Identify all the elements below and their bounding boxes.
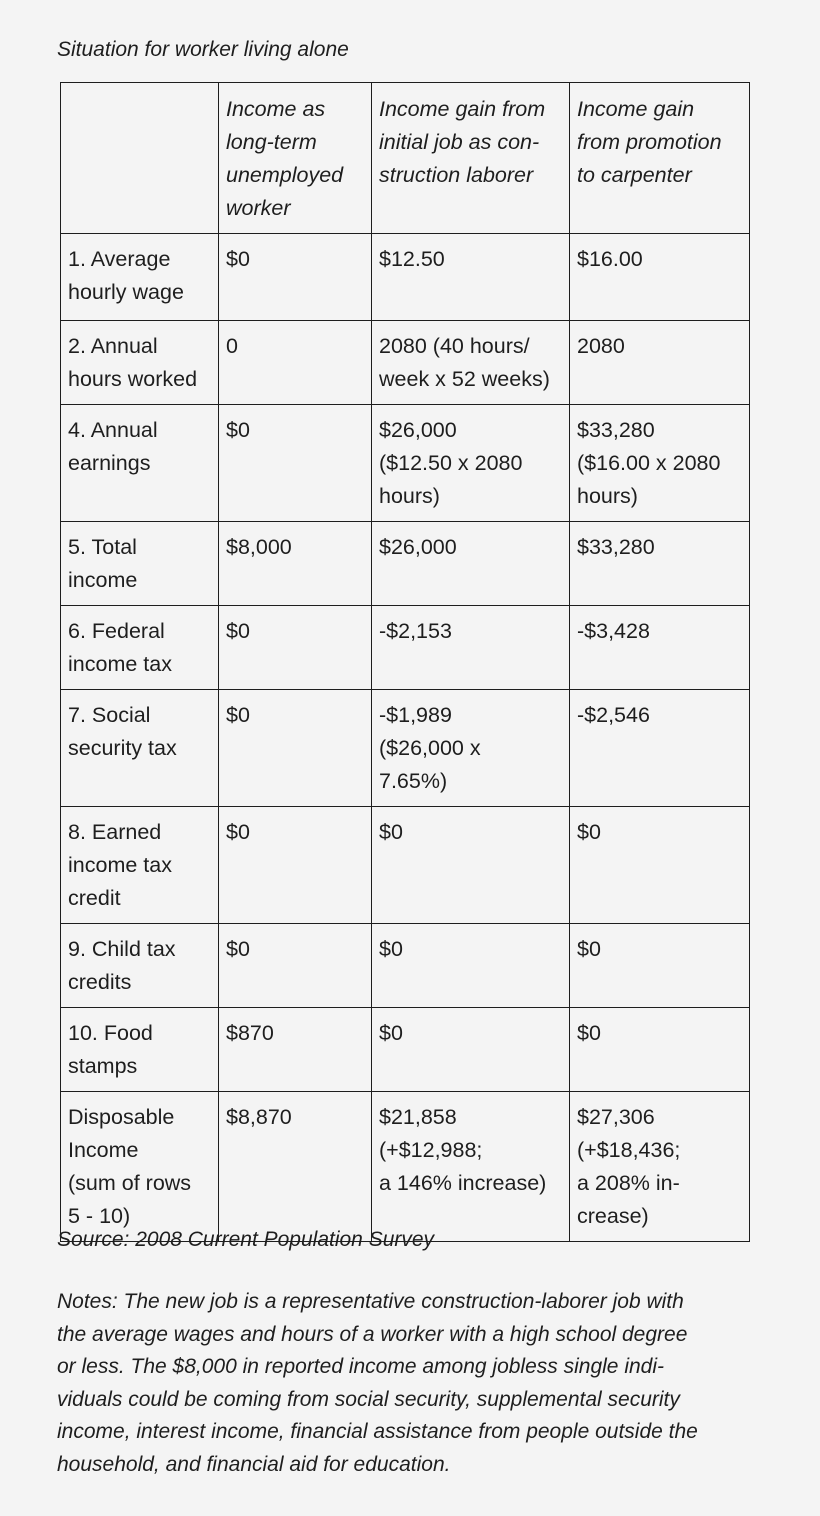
header-text: Income gain from initial job as con- struction laborer — [379, 97, 546, 187]
cell-text: -$2,546 — [577, 703, 650, 727]
source-note: Source: 2008 Current Population Survey — [57, 1228, 435, 1251]
table-cell — [219, 1092, 372, 1242]
table-cell — [570, 405, 750, 522]
cell-text: $0 — [379, 937, 403, 961]
table-cell — [219, 690, 372, 807]
cell-text: 2. Annual hours worked — [68, 334, 198, 391]
row-label-cell — [61, 807, 219, 924]
row-label-cell — [61, 321, 219, 405]
table-cell — [372, 924, 570, 1008]
table-cell — [372, 807, 570, 924]
row-label-cell — [61, 234, 219, 321]
table-cell — [372, 690, 570, 807]
cell-text: 8. Earned income tax credit — [68, 820, 172, 910]
table-cell — [570, 1092, 750, 1242]
cell-text: $0 — [226, 703, 250, 727]
cell-text: -$1,989 ($26,000 x 7.65%) — [379, 703, 481, 793]
table-cell — [570, 606, 750, 690]
cell-text: 2080 — [577, 334, 625, 358]
table-cell — [570, 234, 750, 321]
table-cell — [372, 321, 570, 405]
table-cell — [570, 321, 750, 405]
income-table — [60, 82, 750, 1242]
table-cell — [570, 924, 750, 1008]
cell-text: $0 — [379, 1021, 403, 1045]
table-row — [61, 1008, 750, 1092]
table-cell — [372, 1092, 570, 1242]
row-label-cell — [61, 405, 219, 522]
cell-text: $0 — [226, 937, 250, 961]
table-cell — [219, 321, 372, 405]
table-row — [61, 522, 750, 606]
row-label-cell — [61, 1092, 219, 1242]
cell-text: 7. Social security tax — [68, 703, 177, 760]
cell-text: 6. Federal income tax — [68, 619, 172, 676]
row-label-cell — [61, 522, 219, 606]
cell-text: $870 — [226, 1021, 274, 1045]
cell-text: 10. Food stamps — [68, 1021, 153, 1078]
header-cell-construction — [372, 83, 570, 234]
cell-text: $27,306 (+$18,436; a 208% in- crease) — [577, 1105, 681, 1228]
row-label-cell — [61, 690, 219, 807]
table-row — [61, 234, 750, 321]
cell-text: $26,000 — [379, 535, 457, 559]
table-header-row — [61, 83, 750, 234]
cell-text: $0 — [226, 418, 250, 442]
header-text: Income gain from promotion to carpenter — [577, 97, 722, 187]
table-cell — [372, 234, 570, 321]
table-cell — [372, 405, 570, 522]
cell-text: 4. Annual earnings — [68, 418, 158, 475]
cell-text: $21,858 (+$12,988; a 146% increase) — [379, 1105, 547, 1195]
table-cell — [570, 807, 750, 924]
table-row — [61, 807, 750, 924]
table-cell — [219, 606, 372, 690]
cell-text: $0 — [577, 937, 601, 961]
cell-text: Disposable Income (sum of rows 5 - 10) — [68, 1105, 192, 1228]
table-cell — [570, 1008, 750, 1092]
header-text: Income as long-term unemployed worker — [226, 97, 344, 220]
table-cell — [219, 405, 372, 522]
cell-text: $8,000 — [226, 535, 292, 559]
header-cell-carpenter — [570, 83, 750, 234]
table-cell — [372, 606, 570, 690]
cell-text: -$2,153 — [379, 619, 452, 643]
table-cell — [570, 522, 750, 606]
cell-text: $12.50 — [379, 247, 445, 271]
cell-text: 0 — [226, 334, 238, 358]
cell-text: $0 — [577, 1021, 601, 1045]
table-row — [61, 606, 750, 690]
table-row-total — [61, 1092, 750, 1242]
table-cell — [570, 690, 750, 807]
cell-text: 1. Average hourly wage — [68, 247, 184, 304]
cell-text: $33,280 — [577, 535, 655, 559]
table-row — [61, 690, 750, 807]
cell-text: $0 — [226, 247, 250, 271]
notes-paragraph: Notes: The new job is a representative construction-laborer job with the average wages and hours of a worker with a high school degree or less. The $8,000 in reported income among jobless single indi- viduals could be coming from social security, supplemental security income, interest income, financial assistance from people outside the household, and financial aid for education. — [57, 1290, 698, 1476]
cell-text: $33,280 ($16.00 x 2080 hours) — [577, 418, 721, 508]
cell-text: $0 — [226, 820, 250, 844]
table-cell — [372, 1008, 570, 1092]
cell-text: $16.00 — [577, 247, 643, 271]
table-cell — [219, 924, 372, 1008]
cell-text: 2080 (40 hours/ week x 52 weeks) — [379, 334, 550, 391]
cell-text: 5. Total income — [68, 535, 138, 592]
row-label-cell — [61, 1008, 219, 1092]
table-cell — [219, 1008, 372, 1092]
table-cell — [372, 522, 570, 606]
table-row — [61, 924, 750, 1008]
row-label-cell — [61, 924, 219, 1008]
cell-text: $0 — [226, 619, 250, 643]
table-caption: Situation for worker living alone — [57, 38, 349, 61]
cell-text: $26,000 ($12.50 x 2080 hours) — [379, 418, 523, 508]
cell-text: $0 — [577, 820, 601, 844]
table-cell — [219, 807, 372, 924]
table-cell — [219, 522, 372, 606]
header-cell-unemployed — [219, 83, 372, 234]
cell-text: $8,870 — [226, 1105, 292, 1129]
table-row — [61, 405, 750, 522]
cell-text: -$3,428 — [577, 619, 650, 643]
cell-text: 9. Child tax credits — [68, 937, 176, 994]
table-row — [61, 321, 750, 405]
row-label-cell — [61, 606, 219, 690]
cell-text: $0 — [379, 820, 403, 844]
table-cell — [219, 234, 372, 321]
header-cell-row-label — [61, 83, 219, 234]
